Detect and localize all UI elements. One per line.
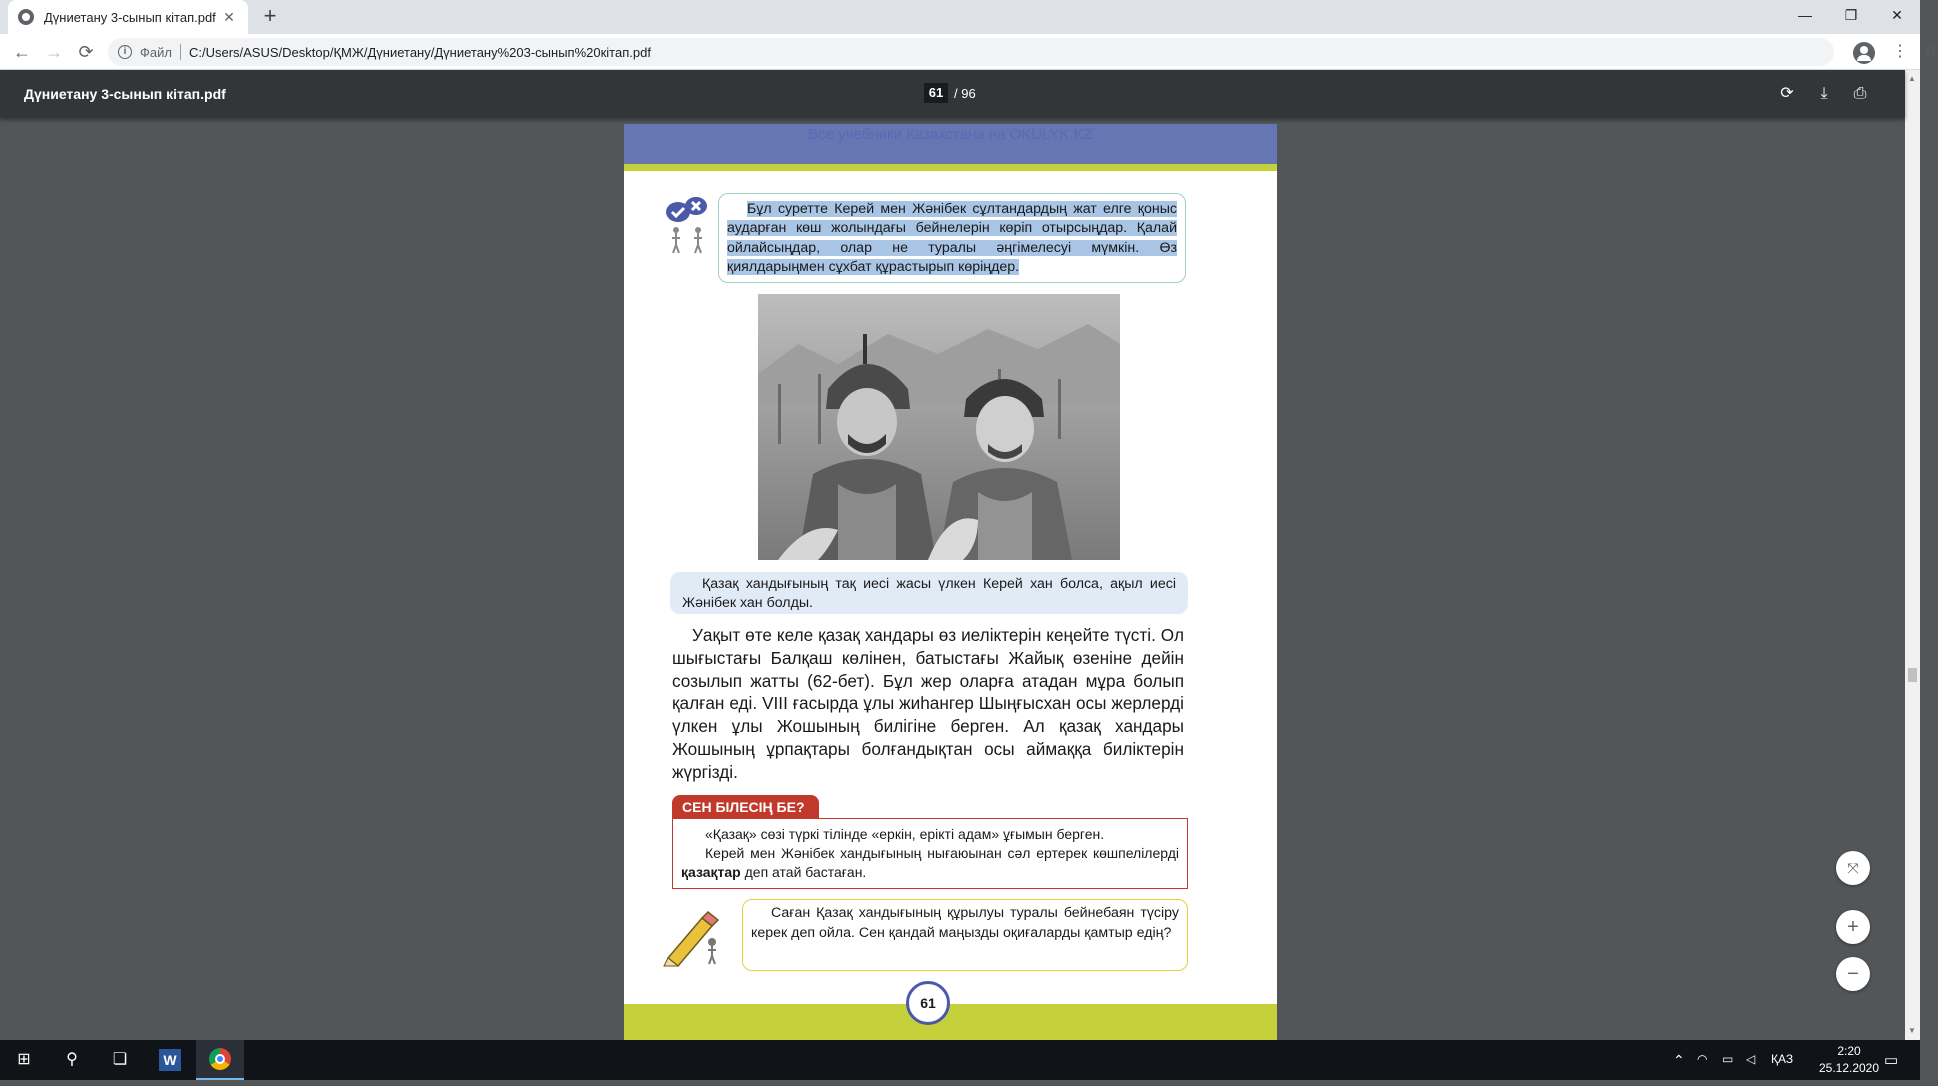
print-icon[interactable]: ⎙	[1853, 85, 1867, 102]
url-text[interactable]: C:/Users/ASUS/Desktop/ҚМЖ/Дүниетану/Дүниетану%203-сынып%20кітап.pdf	[188, 44, 651, 60]
caption-box	[670, 572, 1188, 614]
address-separator	[180, 44, 181, 60]
volume-icon[interactable]: ◁	[1746, 1052, 1756, 1066]
zoom-in-button[interactable]: +	[1836, 910, 1870, 944]
profile-avatar[interactable]	[1853, 42, 1875, 64]
reload-button[interactable]: ⟳	[78, 42, 94, 62]
browser-toolbar	[0, 34, 1938, 70]
tray-expand-icon[interactable]: ⌃	[1673, 1052, 1685, 1068]
pdf-page	[624, 124, 1277, 1040]
close-window-button[interactable]: ✕	[1891, 7, 1903, 23]
discussion-icon	[662, 196, 714, 256]
clock-date[interactable]: 25.12.2020	[1818, 1061, 1880, 1075]
star-icon[interactable]: ☆	[1923, 42, 1938, 61]
vertical-scrollbar[interactable]	[1905, 70, 1920, 1040]
page-number-input[interactable]: 61	[924, 83, 948, 103]
did-you-know-text-2	[681, 844, 1179, 882]
task-box	[718, 193, 1186, 283]
tab-strip	[0, 0, 1920, 34]
caption-text: Қазақ хандығының тақ иесі жасы үлкен Керей хан болса, ақыл иесі Жәнібек хан болды.	[682, 576, 1176, 611]
task-text-highlight: Бұл суретте Керей мен Жәнібек сұлтандардың жат елге қоныс аударған көш жолындағы бейнелерін көріп отырсыңдар. Қалай ойлайсыңдар, олар не туралы әңгімелесуі мүмкін. Өз қиялдарыңмен сұхбат құрастырып көріңдер.	[727, 201, 1177, 275]
back-button[interactable]: ←	[13, 42, 31, 62]
globe-icon	[18, 9, 34, 25]
scrollbar-thumb[interactable]	[1908, 668, 1917, 682]
main-paragraph: Уақыт өте келе қазақ хандары өз иеліктерін кеңейте түсті. Ол шығыстағы Балқаш көлінен, батыстағы Жайық өзеніне дейін созылып жатты (62-бет). Бұл жер оларға атадан мұра болып қалған еді. VIII ғасырда ұлы жиһангер Шыңғысхан осы жерлерді үлкен ұлы Жошының билігіне берген. Ал қазақ хандары Жошының ұрпақтары болғандықтан осы аймаққа биліктерін жүргізді.	[672, 625, 1184, 782]
info-icon[interactable]: i	[118, 45, 132, 59]
search-icon[interactable]: ⚲	[66, 1051, 78, 1068]
forward-button[interactable]: →	[45, 42, 63, 62]
start-button[interactable]: ⊞	[17, 1051, 31, 1068]
address-bar[interactable]	[108, 38, 1938, 66]
page-footer-band	[624, 1004, 1277, 1044]
khans-illustration	[758, 294, 1120, 560]
tab-close-icon[interactable]: ✕	[223, 8, 235, 25]
header-watermark: Все учебники Казахстана на OKULYK.KZ	[808, 126, 1093, 143]
clock-time[interactable]: 2:20	[1837, 1044, 1861, 1058]
word-logo: W	[159, 1049, 181, 1071]
battery-icon[interactable]: ▭	[1722, 1052, 1734, 1066]
word-app-icon[interactable]	[146, 1040, 194, 1080]
scroll-down-arrow-icon[interactable]: ▼	[1908, 1026, 1916, 1035]
browser-tab[interactable]	[8, 0, 248, 34]
pdf-toolbar	[0, 70, 1905, 118]
minimize-button[interactable]: —	[1798, 7, 1812, 23]
did-you-know-title: СЕН БІЛЕСІҢ БЕ?	[672, 795, 819, 819]
menu-icon[interactable]: ⋮	[1892, 43, 1908, 60]
windows-taskbar	[0, 1040, 1920, 1080]
notifications-icon[interactable]: ▭	[1884, 1052, 1899, 1069]
scheme-label: Файл	[140, 44, 172, 60]
download-icon[interactable]: ⤓	[1820, 85, 1828, 102]
think-text: Саған Қазақ хандығының құрылуы туралы бейнебаян түсіру керек деп ойла. Сен қандай маңызды оқиғаларды қамтыр едің?	[751, 905, 1179, 941]
did-you-know-box	[672, 818, 1188, 889]
rotate-icon[interactable]: ⟳	[1780, 85, 1794, 102]
tab-title: Дүниетану 3-сынып кітап.pdf	[44, 9, 216, 25]
page-number-badge: 61	[906, 981, 950, 1025]
know-p2-end: деп атай бастаған.	[740, 864, 867, 881]
pdf-title: Дүниетану 3-сынып кітап.pdf	[24, 86, 226, 102]
think-box	[742, 899, 1188, 971]
scroll-up-arrow-icon[interactable]: ▲	[1908, 74, 1916, 83]
know-p2-bold: қазақтар	[681, 864, 741, 881]
know-p2-start: Керей мен Жәнібек хандығының нығаюынан сәл ертерек көшпелілерді	[705, 845, 1179, 862]
network-icon[interactable]: ◠	[1697, 1052, 1708, 1066]
pencil-icon	[662, 910, 724, 966]
chrome-app-icon[interactable]	[196, 1040, 244, 1080]
new-tab-button[interactable]: +	[263, 3, 277, 28]
fit-to-page-button[interactable]: ⤧	[1836, 851, 1870, 885]
maximize-button[interactable]: ❐	[1844, 7, 1858, 23]
page-header-stripe	[624, 164, 1277, 171]
chrome-logo	[209, 1048, 231, 1070]
page-indicator	[924, 83, 976, 103]
task-text[interactable]	[727, 200, 1177, 277]
did-you-know-text-1: «Қазақ» сөзі түркі тілінде «еркін, ерікті адам» ұғымын берген.	[705, 826, 1105, 842]
language-indicator[interactable]: ҚАЗ	[1771, 1052, 1794, 1066]
task-view-icon[interactable]: ❏	[112, 1051, 128, 1068]
total-pages: / 96	[954, 85, 976, 101]
zoom-out-button[interactable]: −	[1836, 957, 1870, 991]
